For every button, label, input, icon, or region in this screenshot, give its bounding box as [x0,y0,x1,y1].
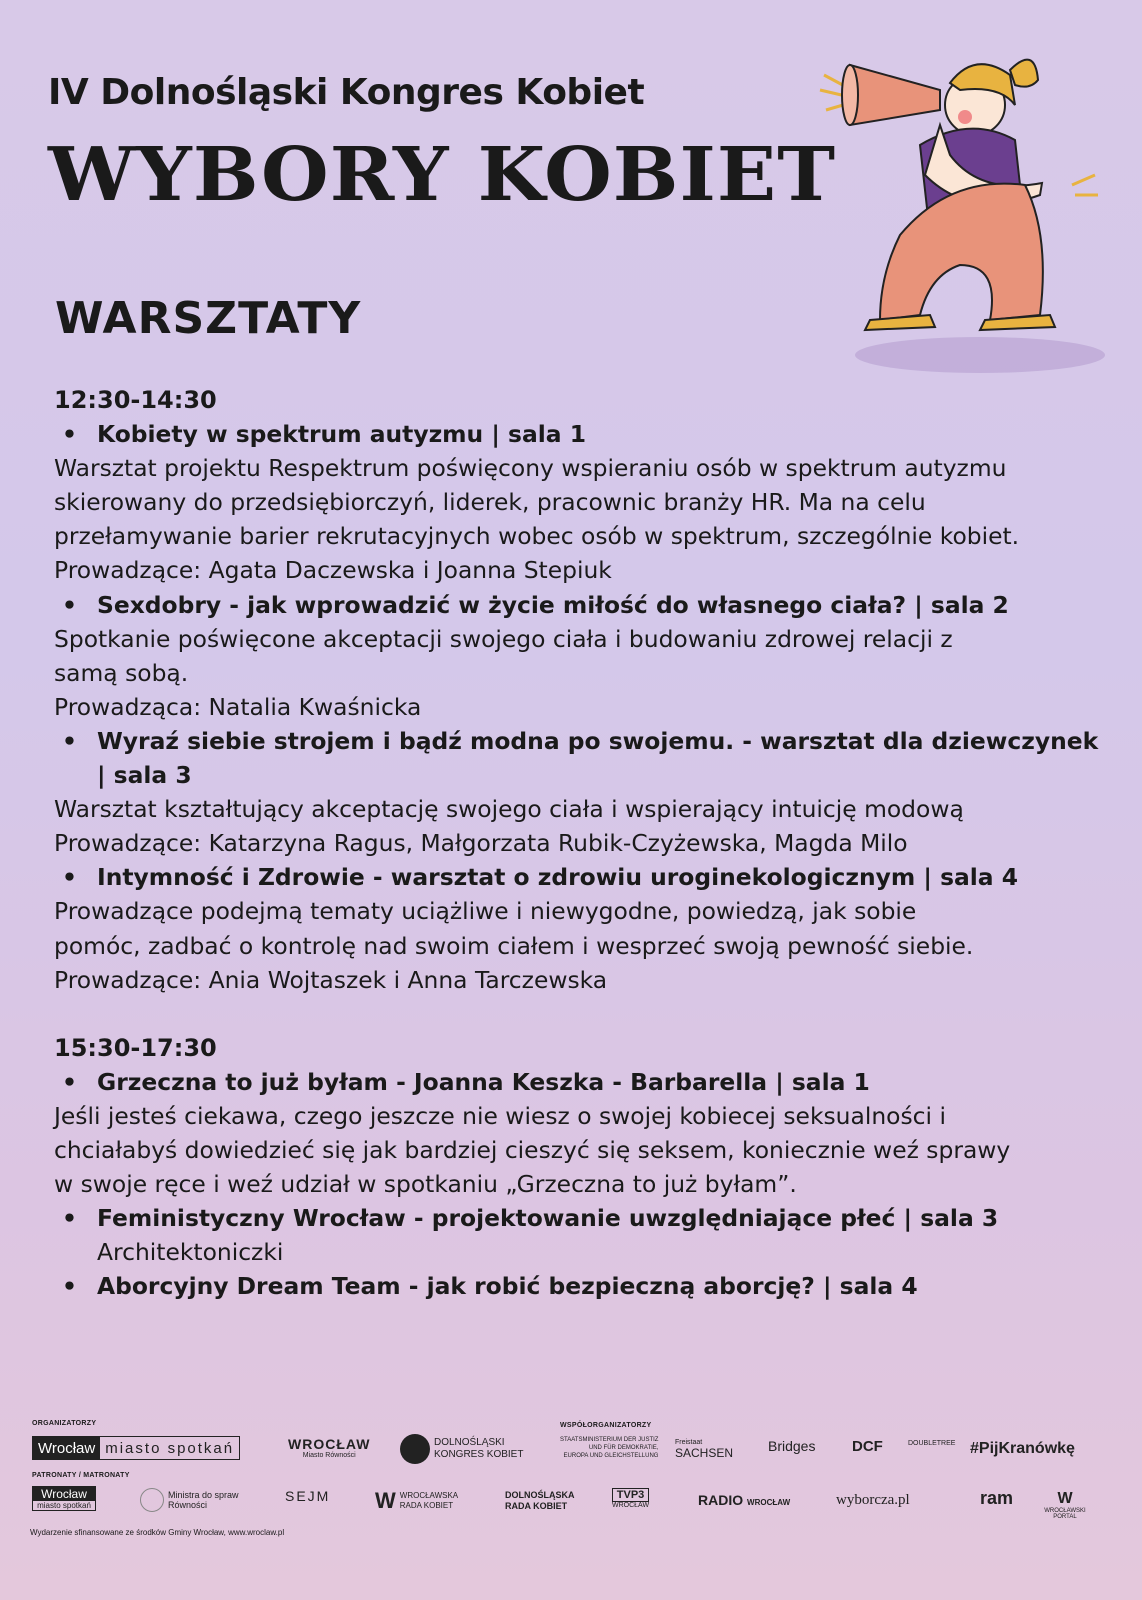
workshop-title: • Grzeczna to już byłam - Joanna Keszka - Barbarella | sala 1 [54,1065,1114,1099]
workshop-title: • Sexdobry - jak wprowadzić w życie miłość do własnego ciała? | sala 2 [54,588,1114,622]
doubletree-logo: DOUBLETREE [908,1440,956,1447]
funding-note: Wydarzenie sfinansowane ze środków Gminy Wrocław, www.wroclaw.pl [30,1528,285,1537]
radio-wroclaw-logo: RADIO WROCŁAW [698,1492,791,1508]
ministra-rownosci-logo: Ministra do spraw Równości [140,1488,239,1512]
workshop-desc-line: Spotkanie poświęcone akceptacji swojego ciała i budowaniu zdrowej relacji z [54,624,953,653]
coorganizers-label: WSPÓŁORGANIZATORZY [560,1422,652,1429]
sejm-logo: SEJM [285,1488,331,1504]
bridges-logo: Bridges [768,1438,816,1454]
staatsministerium-logo: STAATSMINISTERIUM DER JUSTIZ UND FÜR DEMOKRATIE, EUROPA UND GLEICHSTELLUNG [560,1437,659,1459]
sponsors-footer [30,1418,1110,1588]
workshop-hosts: Prowadząca: Natalia Kwaśnicka [54,692,422,721]
workshop-desc-line: Warsztat kształtujący akceptację swojego ciała i wspierający intuicję modową [54,795,964,824]
wroclawski-portal-logo: W WROCŁAWSKI PORTAL [1044,1490,1086,1520]
wroclaw-miasto-spotkan-small-logo: Wrocław miasto spotkań [32,1486,96,1511]
workshop-desc-line: chciałabyś dowiedzieć się jak bardziej cieszyć się seksem, koniecznie weź sprawy [54,1135,1011,1164]
workshop-title: • Intymność i Zdrowie - warsztat o zdrowiu uroginekologicznym | sala 4 [54,860,1114,894]
workshop-title: • Kobiety w spektrum autyzmu | sala 1 [54,417,1114,451]
time-slot: 15:30-17:30 [54,1033,217,1062]
dolnoslaska-rada-kobiet-logo: DOLNOŚLĄSKA RADA KOBIET [505,1490,575,1511]
patrons-label: PATRONATY / MATRONATY [32,1472,130,1479]
workshop-desc-line: w swoje ręce i weź udział w spotkaniu „Grzeczna to już byłam”. [54,1170,797,1199]
workshop-title: • Feministyczny Wrocław - projektowanie uwzględniające płeć | sala 3 [54,1201,1114,1235]
pijkranowke-hashtag: #PijKranówkę [970,1440,1075,1457]
workshop-desc-line: skierowany do przedsiębiorczyń, liderek, pracownic branży HR. Ma na celu [54,488,926,517]
sachsen-logo: Freistaat SACHSEN [675,1439,734,1460]
dolnoslaski-kongres-kobiet-logo: DOLNOŚLĄSKI KONGRES KOBIET [400,1434,523,1464]
dcf-logo: DCF [852,1438,883,1455]
workshop-desc-line: Prowadzące podejmą tematy uciążliwe i niewygodne, powiedzą, jak sobie [54,897,917,926]
workshop-title: • Wyraź siebie strojem i bądź modna po swojemu. - warsztat dla dziewczynek | sala 3 [54,724,1114,792]
wroclaw-miasto-rownosci-logo: WROCŁAW Miasto Równości [288,1436,371,1459]
time-slot: 12:30-14:30 [54,386,217,414]
section-title: WARSZTATY [55,293,362,344]
page-title: WYBORY KOBIET [48,132,837,218]
page-subtitle: IV Dolnośląski Kongres Kobiet [48,72,645,113]
workshop-hosts: Architektoniczki [97,1238,284,1267]
woman-megaphone-illustration [810,35,1110,380]
organizers-label: ORGANIZATORZY [32,1420,97,1427]
workshop-desc-line: samą sobą. [54,658,189,687]
workshop-hosts: Prowadzące: Ania Wojtaszek i Anna Tarczewska [54,965,608,994]
workshop-desc-line: Jeśli jesteś ciekawa, czego jeszcze nie wiesz o swojej kobiecej seksualności i [54,1101,946,1130]
workshop-hosts: Prowadzące: Agata Daczewska i Joanna Stepiuk [54,556,612,585]
wroclaw-miasto-spotkan-logo: Wrocław miasto spotkań [32,1436,240,1460]
workshop-hosts: Prowadzące: Katarzyna Ragus, Małgorzata Rubik-Czyżewska, Magda Milo [54,829,908,858]
wroclawska-rada-kobiet-logo: W WROCŁAWSKA RADA KOBIET [375,1488,459,1513]
workshop-desc-line: pomóc, zadbać o kontrolę nad swoim ciałem i wesprzeć swoją pewność siebie. [54,931,974,960]
workshop-schedule [54,383,1114,1303]
wyborcza-logo: wyborcza.pl [836,1492,910,1508]
ram-logo: ram [980,1488,1014,1508]
workshop-desc-line: przełamywanie barier rekrutacyjnych wobec osób w spektrum, szczególnie kobiet. [54,522,1020,551]
workshop-title: • Aborcyjny Dream Team - jak robić bezpieczną aborcję? | sala 4 [54,1269,1114,1303]
tvp3-logo: TVP3 WROCŁAW [612,1489,650,1509]
workshop-desc-line: Warsztat projektu Respektrum poświęcony wspieraniu osób w spektrum autyzmu [54,454,1007,483]
